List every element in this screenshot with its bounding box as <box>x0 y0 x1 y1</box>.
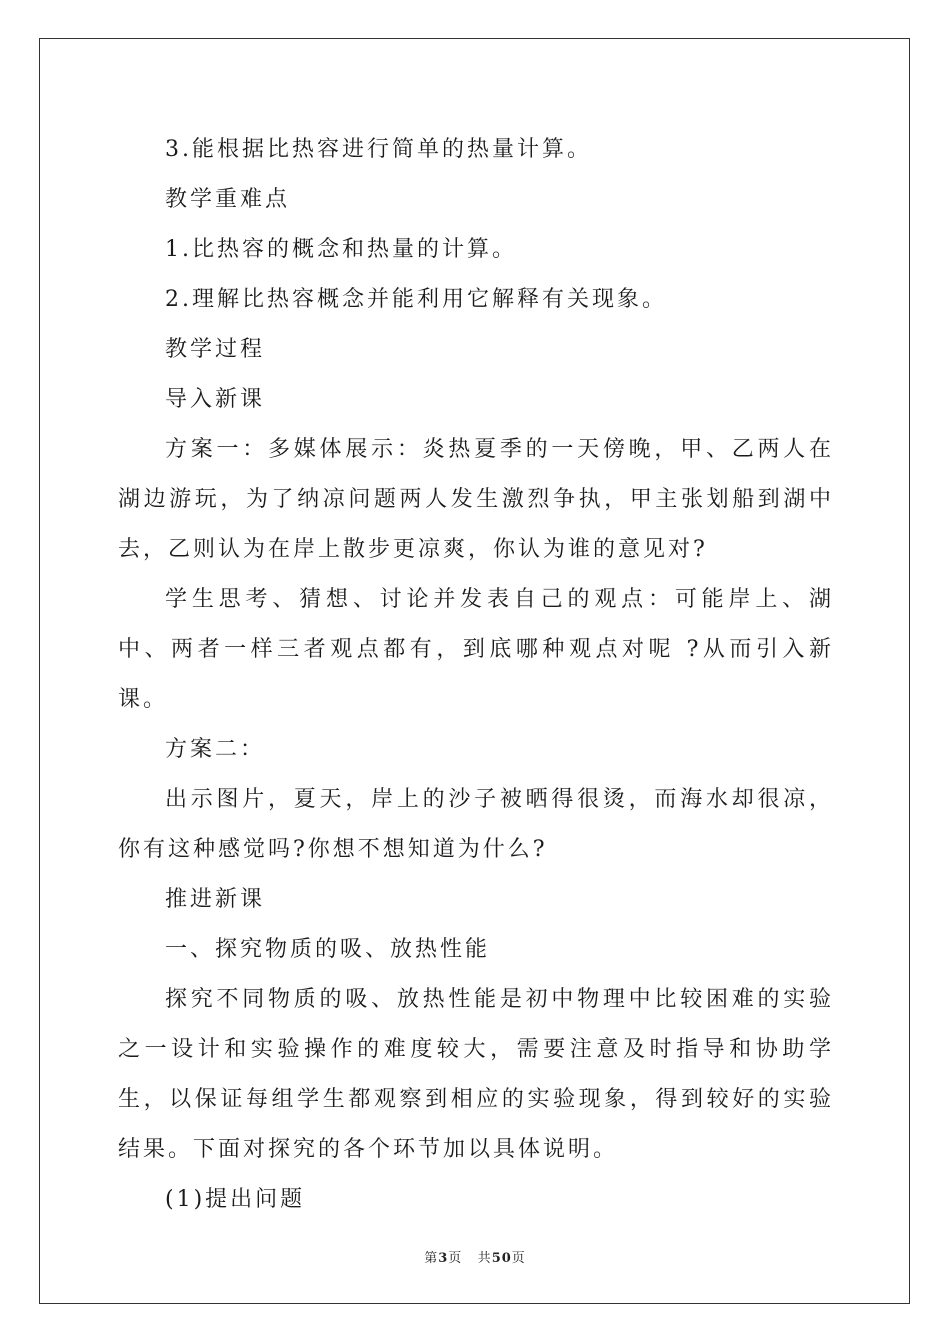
footer-page-unit: 页 <box>448 1251 463 1266</box>
section-heading: 教学重难点 <box>165 187 291 212</box>
section-heading: 导入新课 <box>165 387 266 412</box>
section-heading: 推进新课 <box>165 887 266 912</box>
text-line: (1)提出问题 <box>165 1187 306 1212</box>
document-body <box>118 125 834 1225</box>
text-line: 方案二： <box>165 737 266 762</box>
footer-total-unit: 页 <box>511 1251 526 1266</box>
paragraph: 出示图片，夏天，岸上的沙子被晒得很烫，而海水却很凉，你有这种感觉吗?你想不想知道为什么? <box>118 787 834 862</box>
section-heading: 教学过程 <box>165 337 266 362</box>
page-footer <box>0 1247 950 1266</box>
text-line: 3.能根据比热容进行简单的热量计算。 <box>165 137 592 162</box>
paragraph: 学生思考、猜想、讨论并发表自己的观点：可能岸上、湖中、两者一样三者观点都有，到底哪种观点对呢 ?从而引入新课。 <box>118 587 834 712</box>
paragraph: 探究不同物质的吸、放热性能是初中物理中比较困难的实验之一设计和实验操作的难度较大，需要注意及时指导和协助学生，以保证每组学生都观察到相应的实验现象，得到较好的实验结果。下面对探究的各个环节加以具体说明。 <box>118 987 834 1162</box>
paragraph: 方案一：多媒体展示：炎热夏季的一天傍晚，甲、乙两人在湖边游玩，为了纳凉问题两人发生激烈争执，甲主张划船到湖中去，乙则认为在岸上散步更凉爽，你认为谁的意见对? <box>118 437 834 562</box>
footer-total-prefix: 共 <box>477 1251 492 1266</box>
section-heading: 一、探究物质的吸、放热性能 <box>165 937 491 962</box>
footer-total-pages: 50 <box>491 1251 512 1266</box>
text-line: 1.比热容的概念和热量的计算。 <box>165 237 517 262</box>
footer-page-number: 3 <box>438 1251 449 1266</box>
footer-prefix: 第 <box>424 1251 439 1266</box>
text-line: 2.理解比热容概念并能利用它解释有关现象。 <box>165 287 667 312</box>
